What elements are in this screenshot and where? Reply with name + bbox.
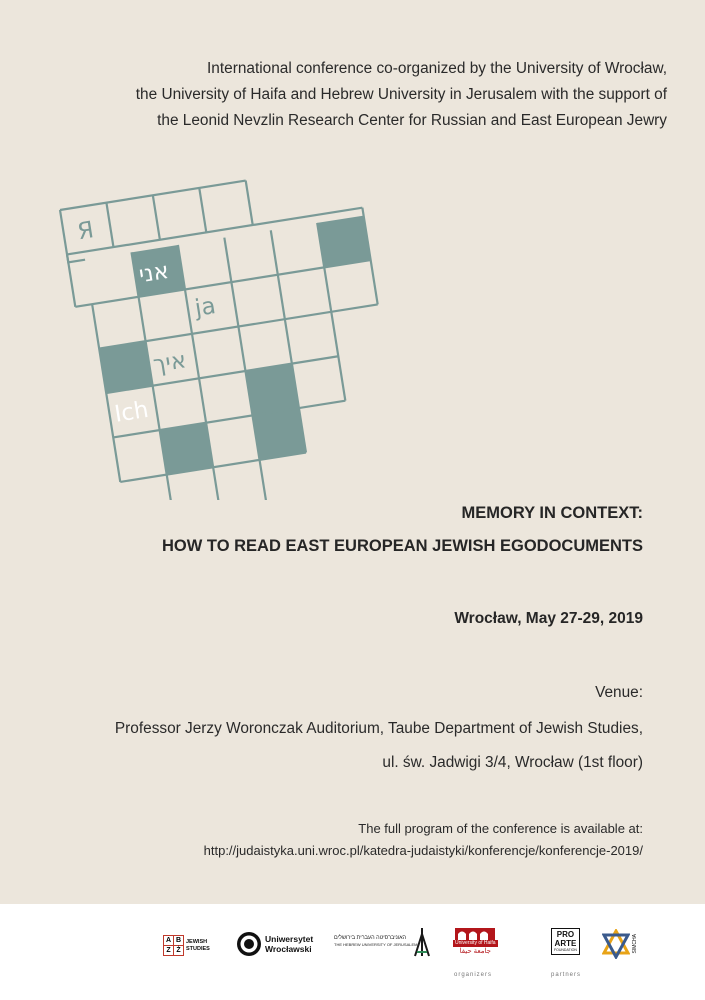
huji-logo	[334, 934, 418, 948]
program-url[interactable]: http://judaistyka.uni.wroc.pl/katedra-judaistyki/konferencje/konferencje-2019/	[203, 843, 643, 858]
huji-english-name: THE HEBREW UNIVERSITY OF JERUSALEM	[334, 942, 418, 947]
word-cyrillic: Я	[75, 217, 96, 246]
logo-text: JEWISH STUDIES	[186, 938, 210, 952]
uwr-name-line: Uniwersytet	[265, 934, 314, 944]
grid-lines	[60, 163, 400, 500]
logo-letter: A	[165, 937, 172, 944]
title-line: HOW TO READ EAST EUROPEAN JEWISH EGODOCUMENTS	[162, 537, 643, 555]
jewish-studies-logo	[163, 935, 216, 956]
conference-date: Wrocław, May 27-29, 2019	[454, 610, 643, 627]
intro-line: the University of Haifa and Hebrew University in Jerusalem with the support of	[135, 86, 667, 103]
word-german: Ich	[112, 396, 151, 428]
program-text: The full program of the conference is available at:	[358, 821, 643, 836]
simcha-star-icon	[602, 929, 630, 959]
huji-hebrew-name: האוניברסיטה העברית בירושלים	[334, 935, 407, 941]
word-hebrew: אני	[137, 257, 171, 289]
venue	[115, 684, 643, 780]
venue-line: Professor Jerzy Woronczak Auditorium, Taube Department of Jewish Studies,	[114, 720, 643, 737]
uwr-name-line: Wrocławski	[265, 944, 312, 954]
uwr-seal-icon	[236, 931, 262, 957]
filled-cell	[160, 423, 213, 475]
proarte-logo	[551, 928, 580, 955]
crossword-graphic	[40, 150, 400, 500]
footer-logos	[0, 904, 705, 1000]
venue-line: ul. św. Jadwigi 3/4, Wrocław (1st floor)	[382, 754, 643, 771]
logo-letter: Ż	[174, 946, 183, 955]
conference-title	[162, 497, 643, 563]
intro-text	[27, 56, 667, 134]
uwr-logo	[236, 931, 313, 957]
filled-cell	[317, 216, 370, 268]
proarte-line: PRO	[556, 930, 575, 939]
haifa-name: University of Haifa	[455, 940, 496, 946]
program-info	[204, 818, 643, 862]
word-yiddish: איך	[151, 347, 188, 379]
venue-label: Venue:	[595, 684, 643, 701]
simcha-name: SIMCHA	[632, 934, 638, 954]
logo-letter: B	[175, 937, 182, 944]
haifa-arabic-name: جامعة حيفا	[459, 948, 491, 955]
intro-line: International conference co-organized by the University of Wrocław,	[207, 60, 667, 77]
simcha-logo	[602, 929, 638, 959]
menorah-icon	[412, 926, 432, 960]
logo-letter: Z	[164, 946, 173, 955]
title-line: MEMORY IN CONTEXT:	[461, 504, 643, 522]
word-polish: ja	[193, 293, 218, 322]
proarte-line: FOUNDATION	[554, 948, 577, 952]
intro-line: the Leonid Nevzlin Research Center for Russian and East European Jewry	[157, 112, 667, 129]
filled-cell	[99, 341, 152, 393]
proarte-line: ARTE	[554, 939, 577, 948]
haifa-arches-icon	[455, 928, 495, 940]
organizers-caption: organizers	[454, 972, 493, 978]
haifa-logo	[453, 928, 498, 956]
partners-caption: partners	[551, 972, 582, 978]
